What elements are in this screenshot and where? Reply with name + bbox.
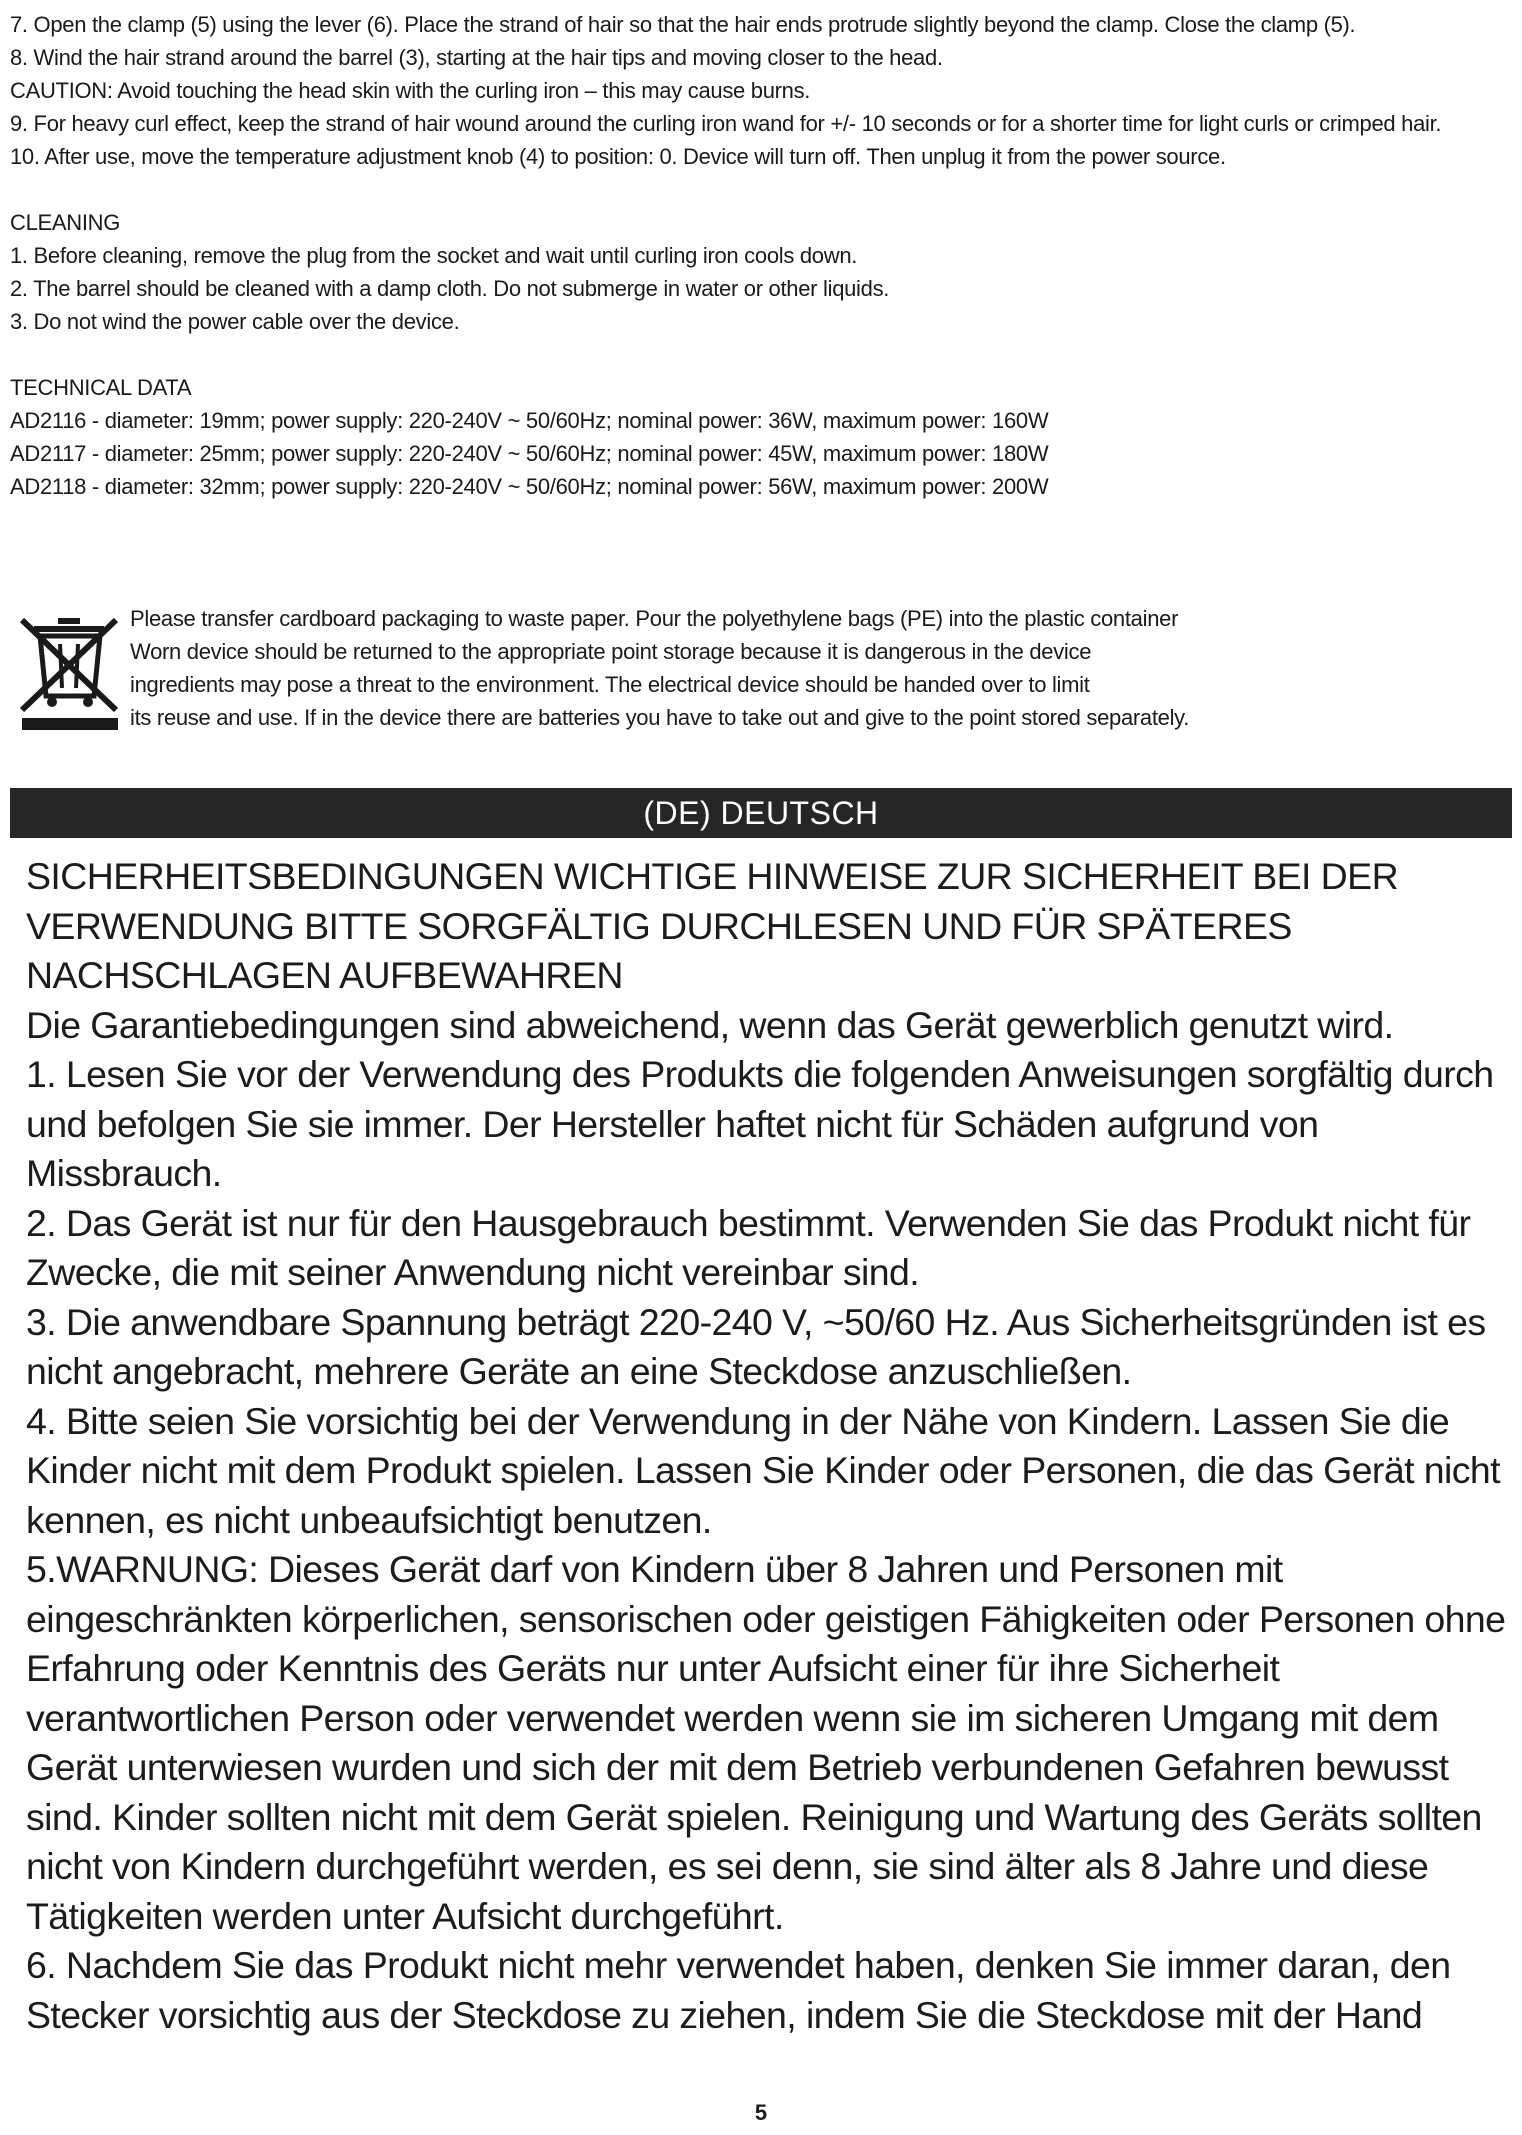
german-item-2: 2. Das Gerät ist nur für den Hausgebrauch bestimmt. Verwenden Sie das Produkt nicht für Zwecke, die mit seiner Anwendung nicht vereinbar sind.	[26, 1201, 1471, 1293]
german-safety-heading: SICHERHEITSBEDINGUNGEN WICHTIGE HINWEISE ZUR SICHERHEIT BEI DER VERWENDUNG BITTE SORGFÄLTIG DURCHLESEN UND FÜR SPÄTERES NACHSCHLAGEN AUFBEWAHREN	[26, 855, 1399, 996]
weee-crossed-bin-icon	[16, 614, 124, 732]
cleaning-item-1: 1. Before cleaning, remove the plug from the socket and wait until curling iron cools down.	[10, 243, 858, 268]
step-10: 10. After use, move the temperature adjustment knob (4) to position: 0. Device will turn off. Then unplug it from the power source.	[10, 144, 1226, 169]
tech-item-ad2118: AD2118 - diameter: 32mm; power supply: 220-240V ~ 50/60Hz; nominal power: 56W, maximum power: 200W	[10, 474, 1049, 499]
language-section-bar-de: (DE) DEUTSCH	[10, 788, 1512, 838]
english-section	[10, 8, 1510, 503]
cleaning-item-2: 2. The barrel should be cleaned with a damp cloth. Do not submerge in water or other liquids.	[10, 276, 890, 301]
technical-data-title: TECHNICAL DATA	[10, 375, 192, 400]
recycling-line-1: Please transfer cardboard packaging to waste paper. Pour the polyethylene bags (PE) into the plastic container	[130, 606, 1179, 631]
german-item-4: 4. Bitte seien Sie vorsichtig bei der Verwendung in der Nähe von Kindern. Lassen Sie die Kinder nicht mit dem Produkt spielen. Lassen Sie Kinder oder Personen, die das Gerät nicht kennen, es nicht unbeaufsichtigt benutzen.	[26, 1399, 1500, 1541]
german-item-3: 3. Die anwendbare Spannung beträgt 220-240 V, ~50/60 Hz. Aus Sicherheitsgründen ist es nicht angebracht, mehrere Geräte an eine Steckdose anzuschließen.	[26, 1300, 1486, 1392]
german-item-6: 6. Nachdem Sie das Produkt nicht mehr verwendet haben, denken Sie immer daran, den Stecker vorsichtig aus der Steckdose zu ziehen, indem Sie die Steckdose mit der Hand	[26, 1944, 1451, 2036]
german-warranty-note: Die Garantiebedingungen sind abweichend, wenn das Gerät gewerblich genutzt wird.	[26, 1003, 1394, 1046]
recycling-text	[130, 602, 1500, 734]
spacer	[10, 173, 1510, 206]
recycling-line-4: its reuse and use. If in the device there are batteries you have to take out and give to the point stored separately.	[130, 705, 1190, 730]
recycling-line-2: Worn device should be returned to the appropriate point storage because it is dangerous in the device	[130, 639, 1092, 664]
page-number: 5	[754, 2100, 768, 2125]
german-item-1: 1. Lesen Sie vor der Verwendung des Produkts die folgenden Anweisungen sorgfältig durch und befolgen Sie sie immer. Der Hersteller haftet nicht für Schäden aufgrund von Missbrauch.	[26, 1053, 1494, 1194]
german-section	[26, 852, 1516, 2040]
step-7: 7. Open the clamp (5) using the lever (6). Place the strand of hair so that the hair ends protrude slightly beyond the clamp. Close the clamp (5).	[10, 12, 1356, 37]
recycling-line-3: ingredients may pose a threat to the environment. The electrical device should be handed over to limit	[130, 672, 1090, 697]
recycling-notice	[10, 602, 1510, 737]
cleaning-item-3: 3. Do not wind the power cable over the device.	[10, 309, 460, 334]
cleaning-title: CLEANING	[10, 210, 121, 235]
german-item-5: 5.WARNUNG: Dieses Gerät darf von Kindern über 8 Jahren und Personen mit eingeschränkten körperlichen, sensorischen oder geistigen Fähigkeiten oder Personen ohne Erfahrung oder Kenntnis des Geräts nur unter Aufsicht einer für ihre Sicherheit verantwortlichen Person oder verwendet werden wenn sie im sicheren Umgang mit dem Gerät unterwiesen wurden und sich der mit dem Betrieb verbundenen Gefahren bewusst sind. Kinder sollten nicht mit dem Gerät spielen. Reinigung und Wartung des Geräts sollten nicht von Kindern durchgeführt werden, es sei denn, sie sind älter als 8 Jahre und diese Tätigkeiten werden unter Aufsicht durchgeführt.	[26, 1548, 1506, 1937]
caution-note: CAUTION: Avoid touching the head skin with the curling iron – this may cause burns.	[10, 78, 811, 103]
spacer	[10, 338, 1510, 371]
step-9: 9. For heavy curl effect, keep the strand of hair wound around the curling iron wand for +/- 10 seconds or for a shorter time for light curls or crimped hair.	[10, 111, 1442, 136]
step-8: 8. Wind the hair strand around the barrel (3), starting at the hair tips and moving closer to the head.	[10, 45, 943, 70]
tech-item-ad2117: AD2117 - diameter: 25mm; power supply: 220-240V ~ 50/60Hz; nominal power: 45W, maximum power: 180W	[10, 441, 1049, 466]
tech-item-ad2116: AD2116 - diameter: 19mm; power supply: 220-240V ~ 50/60Hz; nominal power: 36W, maximum power: 160W	[10, 408, 1049, 433]
